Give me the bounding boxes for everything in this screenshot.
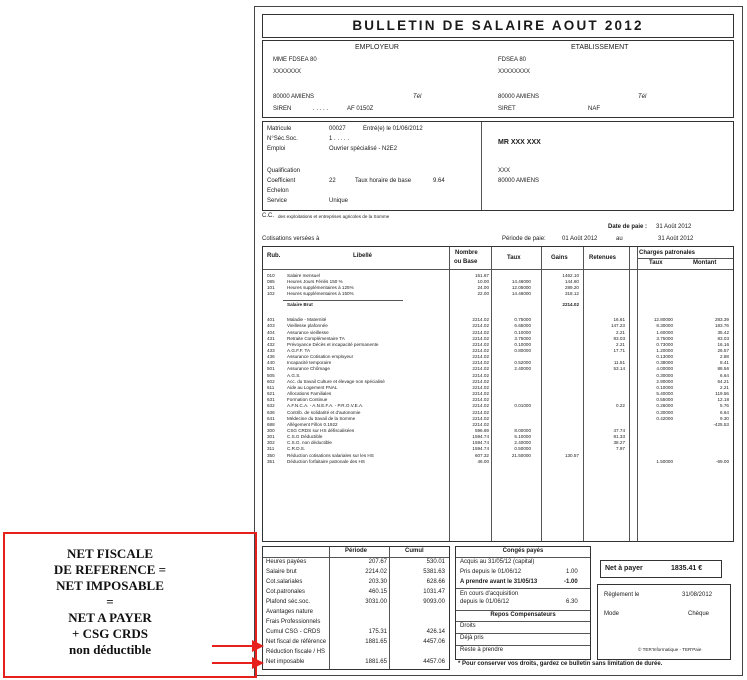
reglement-date: 31/08/2012: [682, 592, 713, 598]
summary-cumul: 426.14: [426, 629, 445, 635]
row-libelle: Médecine du travail de la Somme: [287, 415, 356, 421]
row-base: 2214.02: [472, 341, 489, 347]
mode-value: Chèque: [688, 611, 710, 617]
row-base: 10.00: [477, 279, 489, 285]
repos-deja: Déjà pris: [460, 635, 484, 641]
row-rub: 688: [267, 421, 275, 427]
summary-label: Net imposable: [266, 659, 305, 665]
row-montant: 119.56: [715, 391, 729, 397]
establishment-siret-label: SIRET: [498, 106, 516, 112]
row-base: 24.00: [477, 285, 489, 291]
row-base: 1594.74: [472, 446, 489, 452]
row-retenues: 53.14: [613, 366, 625, 372]
row-libelle: Contrib. de solidarité et d'autonomie: [287, 409, 361, 415]
header-base: ou Base: [454, 259, 478, 265]
row-ctaux: 1.50000: [656, 458, 673, 464]
row-rub: 404: [267, 329, 275, 335]
row-libelle: Salaire mensuel: [287, 273, 320, 278]
row-montant: 5.76: [720, 403, 729, 409]
row-libelle: Assurance Cotisation employeur: [287, 354, 354, 360]
annotation-line: NET FISCALE: [66, 546, 154, 561]
header-montant: Montant: [693, 260, 717, 266]
row-gains: 318.12: [564, 291, 579, 297]
row-retenues: 17.71: [613, 348, 625, 354]
header-retenues: Retenues: [589, 255, 617, 261]
row-libelle: Maladie - Maternité: [287, 317, 327, 323]
summary-cumul: 530.01: [426, 559, 445, 565]
row-rub: 101: [267, 285, 275, 291]
summary-label: Cot.salariales: [266, 579, 303, 585]
row-rub: 611: [267, 384, 275, 390]
employer-name: MME FDSEA 80: [273, 57, 317, 63]
row-libelle: Vieillesse plafonnée: [287, 323, 328, 329]
establishment-tel-label: Tél: [638, 94, 647, 100]
row-montant: 12.18: [717, 397, 729, 403]
nsec-value: 1 . . . . .: [329, 136, 350, 142]
row-libelle: Acc. du travail Culture et élevage non spécialisé: [287, 378, 385, 384]
row-retenues: 83.03: [613, 335, 625, 341]
employee-name: MR XXX XXX: [498, 139, 541, 146]
row-taux: 3.75000: [514, 335, 531, 341]
row-libelle: Incapacité temporaire: [287, 360, 332, 366]
row-rub: 403: [267, 323, 275, 329]
row-base: 2214.02: [472, 415, 489, 421]
row-libelle: C.S.G Déductible: [287, 434, 323, 440]
emploi-label: Emploi: [267, 146, 286, 152]
conges-pris-value: 1.00: [566, 569, 578, 575]
service-label: Service: [267, 198, 288, 204]
row-rub: 351: [267, 458, 275, 464]
reglement-label: Règlement le: [604, 592, 640, 598]
row-rub: 311: [267, 446, 275, 452]
row-taux: 0.10000: [514, 341, 531, 347]
row-base: 2214.02: [472, 397, 489, 403]
row-libelle: Assurance Chômage: [287, 366, 330, 372]
summary-cumul-header: Cumul: [405, 548, 424, 554]
summary-periode: 3031.00: [365, 599, 387, 605]
summary-label: Heures payées: [266, 559, 307, 565]
employer-siren-label: SIREN: [273, 106, 292, 112]
row-montant: 8.41: [720, 360, 729, 366]
row-taux: 0.10000: [514, 329, 531, 335]
summary-periode: 2214.02: [365, 569, 387, 575]
summary-label: Avantages nature: [266, 609, 313, 615]
row-montant: 2.88: [720, 354, 729, 360]
row-retenues: 2.21: [616, 329, 625, 335]
summary-label: Plafond séc.soc.: [266, 599, 311, 605]
row-libelle: Formation Continue: [287, 397, 328, 403]
row-ctaux: 8.30000: [656, 323, 673, 329]
establishment-city: 80000 AMIENS: [498, 94, 540, 100]
row-montant: 88.56: [717, 366, 729, 372]
row-montant: 64.21: [717, 378, 729, 384]
annotation-line: DE REFERENCE =: [53, 562, 167, 577]
row-libelle: C.S.G. non déductible: [287, 440, 332, 446]
row-taux: 2.40000: [514, 366, 531, 372]
summary-periode: 203.30: [368, 579, 387, 585]
row-ctaux: 0.10000: [656, 384, 673, 390]
establishment-name: FDSEA 80: [498, 57, 527, 63]
row-ctaux: 3.75000: [656, 335, 673, 341]
summary-label: Net fiscal de référence: [266, 639, 327, 645]
summary-label: Frais Professionnels: [266, 619, 321, 625]
conges-encours: En cours d'acquisition: [460, 591, 519, 597]
row-libelle: Retraite Complémentaire TA: [287, 335, 345, 341]
row-taux: 0.50000: [514, 446, 531, 452]
annotation-line: NET A PAYER: [68, 610, 152, 625]
row-ctaux: 5.40000: [656, 391, 673, 397]
row-rub: 636: [267, 409, 275, 415]
employer-city: 80000 AMIENS: [273, 94, 315, 100]
summary-cumul: 5381.63: [423, 569, 445, 575]
row-ctaux: 0.30000: [656, 372, 673, 378]
row-rub: 102: [267, 291, 275, 297]
row-retenues: 16.61: [613, 317, 625, 323]
row-libelle: Déduction forfaitaire patronale des HS: [287, 458, 365, 464]
row-retenues: 7.97: [616, 446, 625, 452]
header-gains: Gains: [551, 255, 568, 261]
header-rub: Rub.: [267, 253, 281, 259]
row-rub: 440: [267, 360, 275, 366]
row-montant: 9.30: [720, 415, 729, 421]
conges-acquis: Acquis au 31/05/12 (capital): [460, 559, 535, 565]
conges-encours-value: 6.30: [566, 599, 578, 605]
row-ctaux: 1.60000: [656, 329, 673, 335]
summary-cumul: 4457.06: [423, 659, 445, 665]
summary-periode: 1881.65: [365, 659, 387, 665]
row-base: 2214.02: [472, 360, 489, 366]
service-value: Unique: [329, 198, 349, 204]
row-rub: 302: [267, 440, 275, 446]
row-base: 596.69: [474, 427, 489, 433]
nsec-label: N°Séc.Soc.: [267, 136, 298, 142]
row-libelle: Prévoyance Décès et incapacité permanente: [287, 341, 379, 347]
paydate-value: 31 Août 2012: [656, 224, 692, 230]
row-base: 2214.02: [472, 391, 489, 397]
summary-label: Salaire brut: [266, 569, 297, 575]
row-base: 2214.02: [472, 348, 489, 354]
row-base: 2214.02: [472, 329, 489, 335]
row-retenues: 147.23: [610, 323, 625, 329]
row-rub: 505: [267, 372, 275, 378]
employee-addr1: XXX: [498, 168, 511, 174]
row-base: 2214.02: [472, 378, 489, 384]
row-rub: 300: [267, 427, 275, 433]
page-title: BULLETIN DE SALAIRE AOUT 2012: [352, 18, 644, 33]
row-montant: 283.39: [714, 317, 729, 323]
summary-label: Cot.patronales: [266, 589, 306, 595]
row-montant: 183.76: [714, 323, 729, 329]
row-libelle: A.G.F.F. TA: [287, 348, 311, 354]
row-rub: 433: [267, 348, 275, 354]
row-libelle: A.G.S.: [287, 372, 301, 378]
row-ctaux: 0.55000: [656, 397, 673, 403]
row-ctaux: 1.20000: [656, 348, 673, 354]
row-rub: 301: [267, 434, 275, 440]
row-retenues: 0.22: [616, 403, 625, 409]
qualif-label: Qualification: [267, 168, 301, 174]
period-au: au: [616, 236, 623, 242]
row-ctaux: 0.13000: [656, 354, 673, 360]
row-rub: 621: [267, 391, 275, 397]
row-base: 1594.74: [472, 440, 489, 446]
row-ctaux: 12.80000: [653, 317, 673, 323]
row-montant: 16.16: [717, 341, 729, 347]
employer-tel-label: Tél: [413, 94, 422, 100]
row-taux: 14.46000: [511, 279, 531, 285]
row-taux: 0.75000: [514, 317, 531, 323]
row-ctaux: 0.73000: [656, 341, 673, 347]
summary-label: Réduction fiscale / HS: [266, 649, 326, 655]
row-taux: 2.40000: [514, 440, 531, 446]
row-base: 151.67: [474, 273, 489, 278]
row-base: 2214.02: [472, 403, 489, 409]
taux-label: Taux horaire de base: [355, 178, 412, 184]
employer-siren-value: . . . . .: [313, 106, 329, 112]
row-ctaux: 0.38000: [656, 360, 673, 366]
row-rub: 631: [267, 397, 275, 403]
row-gains: 1462.10: [562, 273, 579, 278]
row-gains: 130.57: [564, 452, 579, 458]
header-ctaux: Taux: [649, 260, 663, 266]
footer-notice: * Pour conserver vos droits, gardez ce bulletin sans limitation de durée.: [458, 661, 663, 667]
taux-value: 9.64: [433, 178, 445, 184]
row-base: 2214.02: [472, 335, 489, 341]
entry-date: Entré(e) le 01/06/2012: [363, 126, 423, 132]
cc-label: C.C.: [262, 213, 274, 219]
row-taux: 6.65000: [514, 323, 531, 329]
matricule-value: 00027: [329, 126, 346, 132]
row-rub: 641: [267, 415, 275, 421]
row-retenues: 47.74: [613, 427, 625, 433]
row-montant: 26.57: [717, 348, 729, 354]
row-taux: 14.46000: [511, 291, 531, 297]
summary-periode: 175.31: [368, 629, 387, 635]
row-ctaux: 0.42000: [656, 415, 673, 421]
row-base: 2214.02: [472, 317, 489, 323]
conges-encours-depuis: depuis le 01/06/12: [460, 599, 510, 605]
row-taux: 0.01000: [514, 403, 531, 409]
summary-periode: 1881.65: [365, 639, 387, 645]
row-retenues: 2.21: [616, 341, 625, 347]
conges-title: Congés payés: [502, 548, 544, 554]
row-montant: 6.64: [720, 372, 729, 378]
row-montant: 83.03: [717, 335, 729, 341]
row-gains: 289.20: [564, 285, 579, 291]
summary-periode: 460.15: [368, 589, 387, 595]
row-libelle: Allègement Fillon 0.1922: [287, 421, 338, 427]
header-taux: Taux: [507, 255, 521, 261]
row-retenues: 11.51: [613, 360, 625, 366]
row-libelle: C.R.D.S.: [287, 446, 306, 452]
row-rub: 632: [267, 403, 275, 409]
establishment-naf-label: NAF: [588, 106, 600, 112]
row-libelle: Allocations Familiales: [287, 391, 332, 397]
net-label: Net à payer: [605, 565, 643, 572]
summary-cumul: 4457.06: [423, 639, 445, 645]
row-taux: 0.52000: [514, 360, 531, 366]
row-rub: 501: [267, 366, 275, 372]
row-ctaux: 4.00000: [656, 366, 673, 372]
coef-label: Coefficient: [267, 178, 296, 184]
row-libelle: CSG CRDS sur HS défiscalisées: [287, 427, 355, 433]
matricule-label: Matricule: [267, 126, 292, 132]
annotation-line: NET IMPOSABLE: [56, 578, 164, 593]
row-base: 2214.02: [472, 323, 489, 329]
cc-text: des exploitations et entreprises agricoles de la Somme: [278, 214, 390, 219]
summary-label: Cumul CSG - CRDS: [266, 629, 321, 635]
employer-ape: AF 0150Z: [347, 106, 374, 112]
software-credit: © TER'Informatique - TER'Paie: [638, 647, 702, 652]
row-retenues: 81.33: [613, 434, 625, 440]
row-libelle: Heures supplémentaires à 150%: [287, 291, 354, 297]
row-base: 46.00: [477, 458, 489, 464]
brut-value: 2214.02: [562, 302, 579, 308]
row-ctaux: 0.26000: [656, 403, 673, 409]
summary-periode: 207.67: [368, 559, 387, 565]
row-taux: 5.10000: [514, 434, 531, 440]
row-rub: 431: [267, 335, 275, 341]
summary-cumul: 628.66: [426, 579, 445, 585]
row-montant: -69.00: [715, 458, 729, 464]
cotis-label: Cotisations versées à: [262, 236, 320, 242]
mode-label: Mode: [604, 611, 620, 617]
row-rub: 602: [267, 378, 275, 384]
employer-heading: EMPLOYEUR: [355, 44, 399, 51]
summary-periode-header: Période: [345, 548, 368, 554]
row-montant: 6.64: [720, 409, 729, 415]
row-taux: 21.50000: [511, 452, 531, 458]
period-label: Période de paie:: [502, 236, 546, 242]
emploi-value: Ouvrier spécialisé - N2E2: [329, 146, 398, 152]
net-value: 1835.41 €: [671, 565, 703, 572]
row-base: 1594.74: [472, 434, 489, 440]
row-retenues: 38.27: [613, 440, 625, 446]
row-base: 2214.02: [472, 409, 489, 415]
conges-pris: Pris depuis le 01/06/12: [460, 569, 522, 575]
row-libelle: Réduction cotisations salariales sur les HS: [287, 452, 374, 458]
annotation-line: =: [106, 594, 114, 609]
row-libelle: Assurance vieillesse: [287, 329, 329, 335]
period-from: 01 Août 2012: [562, 236, 598, 242]
repos-title: Repos Compensateurs: [490, 612, 556, 618]
row-ctaux: 2.90000: [656, 378, 673, 384]
summary-cumul: 9093.00: [423, 599, 445, 605]
row-rub: 350: [267, 452, 275, 458]
header-nombre: Nombre: [455, 250, 478, 256]
row-base: 607.32: [474, 452, 489, 458]
repos-reste: Reste à prendre: [460, 647, 504, 653]
brut-label: Salaire Brut: [287, 302, 313, 308]
employer-ref: XXXXXXX: [273, 69, 302, 75]
annotation-line: non déductible: [69, 642, 151, 657]
row-ctaux: 0.30000: [656, 409, 673, 415]
header-libelle: Libellé: [353, 253, 373, 259]
header-charges: Charges patronales: [639, 250, 696, 256]
row-base: 2214.02: [472, 372, 489, 378]
row-taux: 8.00000: [514, 427, 531, 433]
row-montant: 35.42: [717, 329, 729, 335]
repos-droits: Droits: [460, 623, 476, 629]
row-rub: 401: [267, 317, 275, 323]
employee-addr2: 80000 AMIENS: [498, 178, 540, 184]
annotation-line: + CSG CRDS: [71, 626, 149, 641]
row-base: 2214.02: [472, 384, 489, 390]
establishment-heading: ETABLISSEMENT: [571, 44, 629, 51]
row-montant: 2.21: [720, 384, 729, 390]
conges-prendre-value: -1.00: [564, 579, 578, 585]
coef-value: 22: [329, 178, 336, 184]
row-base: 2214.02: [472, 366, 489, 372]
row-montant: -425.53: [713, 421, 729, 427]
row-base: 22.00: [477, 291, 489, 297]
establishment-ref: XXXXXXXX: [498, 69, 531, 75]
row-rub: 432: [267, 341, 275, 347]
row-rub: 010: [267, 273, 275, 278]
summary-cumul: 1031.47: [423, 589, 445, 595]
row-base: 2214.02: [472, 421, 489, 427]
row-libelle: Aide au Logement FNAL: [287, 384, 338, 390]
row-base: 2214.02: [472, 354, 489, 360]
row-gains: 144.60: [564, 279, 579, 285]
row-libelle: Heures Jours Fériés 150 %: [287, 279, 343, 285]
conges-prendre: A prendre avant le 31/05/13: [460, 579, 538, 585]
row-taux: 12.05000: [511, 285, 531, 291]
row-rub: 436: [267, 354, 275, 360]
paydate-label: Date de paie :: [608, 224, 648, 230]
row-taux: 0.80000: [514, 348, 531, 354]
row-libelle: A.F.N.C.A. - A.N.E.F.A. - P.R.O.V.E.A.: [287, 403, 364, 409]
row-libelle: Heures supplémentaires à 125%: [287, 285, 354, 291]
echelon-label: Echelon: [267, 188, 289, 194]
period-to: 31 Août 2012: [658, 236, 694, 242]
row-rub: 085: [267, 279, 275, 285]
